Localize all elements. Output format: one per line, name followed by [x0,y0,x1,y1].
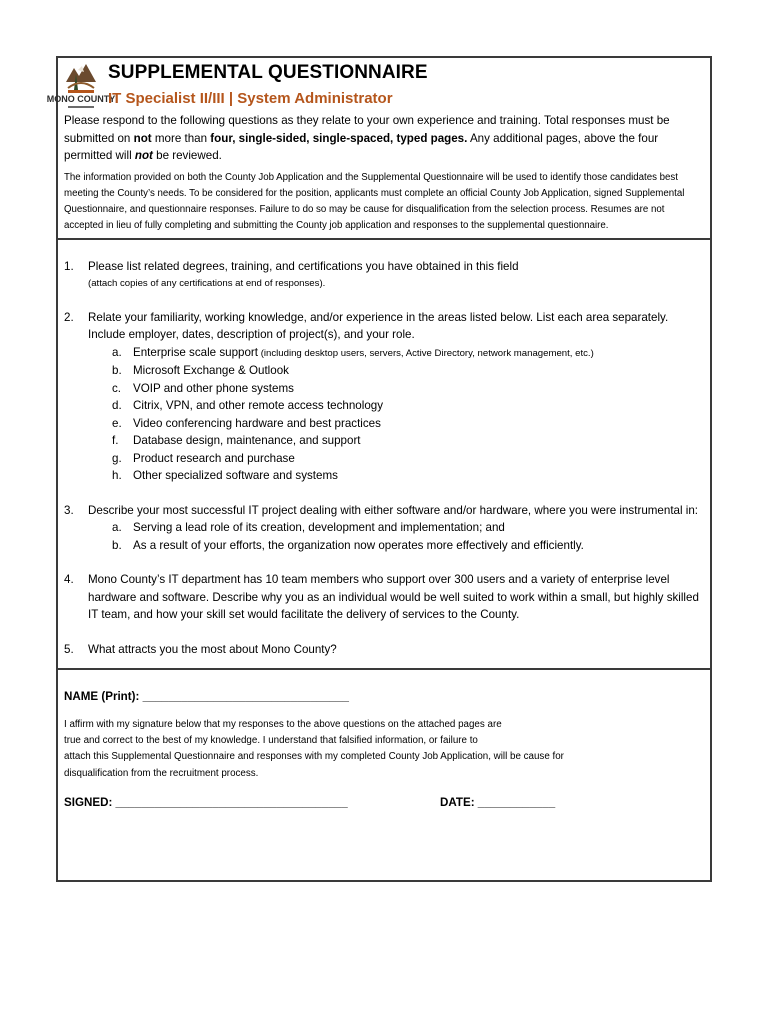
list-letter: e. [112,416,122,430]
question-2 [62,309,704,485]
question-number: 2. [64,310,74,324]
question-text: Describe your most successful IT project dealing with either software and/or hardware, where you were instrumental in: [88,503,699,517]
intro-paragraph [58,112,710,165]
logo-text: MONO COUNTY [46,94,116,104]
list-item [88,450,704,468]
list-item [88,519,704,537]
signature-row [64,796,704,814]
intro-emphasis: not [134,149,153,162]
list-item [88,415,704,433]
question-number: 4. [64,573,74,586]
mono-county-logo [46,60,116,112]
question-text: Please list related degrees, training, and certifications you have obtained in this field [88,259,519,273]
list-letter: a. [112,345,122,359]
questions [58,240,710,659]
page-subtitle: IT Specialist II/III | System Administrator [108,90,393,107]
affirmation-line: disqualification from the recruitment process. [64,767,259,779]
question-number: 5. [64,642,74,656]
list-letter: d. [112,399,122,412]
question-text: Mono County’s IT department has 10 team members who support over 300 users and a variety of enterprise level hardware and software. Describe why you as an individual would be well suited to work within a small, but highly skilled IT team, and how your skill set would facilitate the delivery of services to the County. [88,573,699,621]
list-text: Other specialized software and systems [133,469,338,482]
list-letter: g. [112,451,122,465]
signature-section [58,670,710,814]
question-5 [62,641,704,659]
list-text: Microsoft Exchange & Outlook [133,364,289,377]
question-1 [62,258,704,293]
list-note: (including desktop users, servers, Active Directory, network management, etc.) [258,347,594,359]
list-item [88,397,704,415]
page-title: SUPPLEMENTAL QUESTIONNAIRE [108,62,428,83]
name-print-field[interactable]: NAME (Print): ________________________________ [64,690,349,703]
questionnaire-form [46,56,712,882]
list-text: Citrix, VPN, and other remote access technology [133,399,384,412]
date-field[interactable]: DATE: ____________ [440,795,556,809]
list-text: Enterprise scale support [133,345,259,359]
intro-emphasis: four, single-sided, single-spaced, typed pages. [210,131,468,145]
intro-emphasis: not [133,131,152,145]
question-text: Relate your familiarity, working knowledge, and/or experience in the areas listed below. List each area separately. Include employer, dates, description of project(s), and your role. [88,310,669,341]
question-text: What attracts you the most about Mono County? [88,642,337,656]
question-note: (attach copies of any certifications at end of responses). [88,278,326,289]
affirmation-line: I affirm with my signature below that my responses to the above questions on the attached pages are [64,719,502,730]
intro-text: be reviewed. [152,149,222,162]
question-number: 1. [64,259,74,273]
list-text: Serving a lead role of its creation, development and implementation; and [133,521,505,534]
list-letter: a. [112,521,122,534]
affirmation-line: attach this Supplemental Questionnaire and responses with my completed County Job Application, will be cause for [64,751,564,763]
question-number: 3. [64,503,74,517]
list-text: VOIP and other phone systems [133,381,294,395]
list-item [88,467,704,485]
intro-text: more than [151,131,211,145]
intro-text: Any additional pages, above the four permitted will [64,131,659,162]
list-text: Database design, maintenance, and support [133,434,361,447]
affirmation-line: true and correct to the best of my knowledge. I understand that falsified information, or failure to [64,735,478,747]
signed-field[interactable]: SIGNED: ____________________________________ [64,795,348,809]
list-item [88,380,704,398]
list-item [88,432,704,450]
header [46,58,710,112]
list-text: Video conferencing hardware and best practices [133,416,381,430]
list-text: As a result of your efforts, the organization now operates more effectively and efficiently. [133,538,584,552]
list-item [88,344,704,363]
list-letter: b. [112,538,122,552]
intro-text: Please respond to the following questions as they relate to your own experience and training. Total responses must be submitted on [64,114,670,145]
list-letter: b. [112,364,122,377]
list-letter: c. [112,381,122,395]
info-note: The information provided on both the County Job Application and the Supplemental Questionnaire will be used to identify those candidates best meeting the County’s needs. To be considered for the position, applicants must complete an official County Job Application, signed Supplemental Questionnaire, and questionnaire responses. Failure to do so may be cause for disqualification from the selection process. Resumes are not accepted in lieu of fully completing and submitting the County job application and responses to the supplemental questionnaire. [64,171,685,231]
affirmation-text [64,717,704,782]
question-4 [62,571,704,624]
list-item [88,362,704,380]
list-letter: f. [112,434,119,447]
list-letter: h. [112,469,122,482]
list-item [88,537,704,555]
list-text: Product research and purchase [133,451,295,465]
question-3 [62,502,704,555]
